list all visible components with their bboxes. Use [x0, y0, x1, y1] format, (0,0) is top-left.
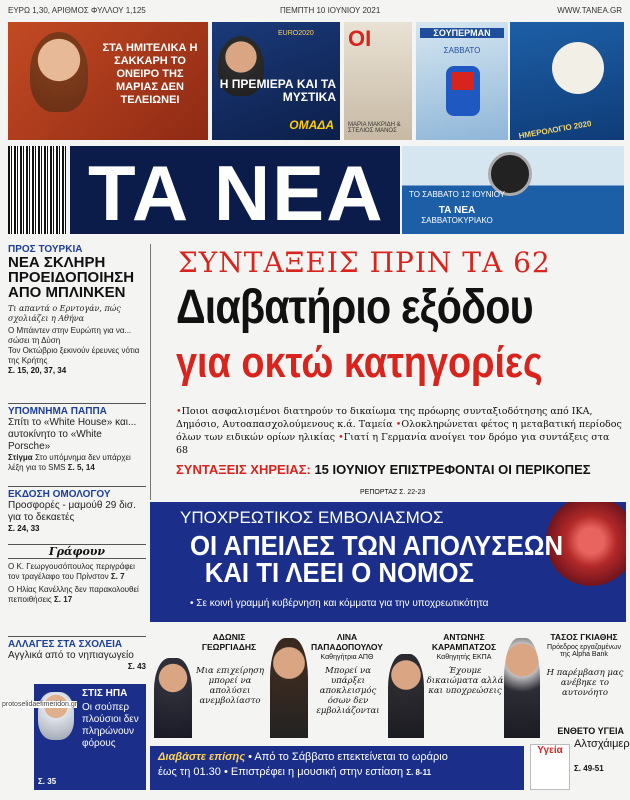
vaccination-block	[150, 502, 626, 622]
person-2-role: Καθηγήτρια ΑΠΘ	[320, 654, 374, 661]
sidebar-schools	[8, 636, 146, 671]
superman-emblem-icon	[452, 72, 474, 90]
vax-sub: • Σε κοινή γραμμή κυβέρνηση και κόμματα για την υποχρεωτικότητα	[190, 598, 489, 609]
ygeia-insert	[530, 726, 630, 773]
main-bullet-3: Γιατί η Γερμανία ανοίγει τον δρόμο για συντάξεις στα 68	[176, 432, 610, 456]
widow-label: ΣΥΝΤΑΞΕΙΣ ΧΗΡΕΙΑΣ:	[176, 462, 311, 477]
omada-tag: ΟΜΑΔΑ	[289, 118, 334, 132]
promo-euro	[212, 22, 340, 140]
ygeia-text: Αλτσχάιμερ	[574, 738, 630, 750]
saturday-box	[402, 190, 512, 225]
main-bullet-2: Ολοκληρώνεται φέτος η μεταβατική περίοδος όλων των ειδικών ορίων ηλικίας	[176, 419, 622, 443]
vax-kicker: ΥΠΟΧΡΕΩΤΙΚΟΣ ΕΜΒΟΛΙΑΣΜΟΣ	[180, 508, 444, 527]
main-subtitle: για οκτώ κατηγορίες	[176, 338, 543, 387]
person-1	[150, 624, 268, 744]
person-3	[386, 624, 504, 744]
person-2-photo	[270, 638, 308, 738]
promo-tennis	[8, 22, 208, 140]
watermark: protoselidaefimeridon.gr	[2, 701, 78, 708]
main-bullets: •Ποιοι ασφαλισμένοι διατηρούν το δικαίωμα της πρόωρης συνταξιοδότησης από ΙΚΑ, Δημόσιο, Αυτοαπασχολούμενους κ.ά. Ταμεία •Ολοκληρώνεται φέτος η μεταβατική περίοδος όλων των ειδικών ορίων ηλικίας •Γιατί η Γερμανία ανοίγει τον δρόμο για συντάξεις στα 68	[176, 406, 622, 456]
saturday-line1: ΤΟ ΣΑΒΒΑΤΟ 12 ΙΟΥΝΙΟΥ	[408, 190, 505, 199]
turkey-title: ΝΕΑ ΣΚΛΗΡΗ ΠΡΟΕΙΔΟΠΟΙΗΣΗ ΑΠΟ ΜΠΛΙΝΚΕΝ	[8, 254, 135, 301]
saturday-line3: ΣΑΒΒΑΤΟΚΥΡΙΑΚΟ	[421, 216, 493, 225]
column-divider	[150, 244, 151, 500]
masthead	[70, 146, 400, 237]
oi-caption: ΜΑΡΙΑ ΜΑΚΡΙΔΗ & ΣΤΕΛΙΟΣ ΜΑΝΟΣ	[348, 122, 401, 134]
barcode	[8, 146, 66, 234]
schools-kicker: ΑΛΛΑΓΕΣ ΣΤΑ ΣΧΟΛΕΙΑ	[8, 639, 123, 650]
widow-text: 15 ΙΟΥΝΙΟΥ ΕΠΙΣΤΡΕΦΟΝΤΑΙ ΟΙ ΠΕΡΙΚΟΠΕΣ	[314, 462, 591, 477]
pappas-sting: Στίγμα	[8, 453, 33, 462]
pappas-ref: Σ. 5, 14	[67, 463, 95, 472]
sidebar-pappas	[8, 403, 146, 473]
bond-text: Προσφορές - μαμούθ 29 δισ. για το δεκαετές	[8, 500, 136, 523]
grafoun-label: Γράφουν	[8, 544, 146, 559]
usa-kicker: ΣΤΙΣ ΗΠΑ	[82, 688, 128, 699]
turkey-bullet-2: Τον Οκτώβριο ξεκινούν έρευνες νότια της Κρήτης	[8, 346, 140, 365]
person-4-name: ΤΑΣΟΣ ΓΚΙΑΘΗΣ	[550, 632, 618, 642]
pappas-kicker: ΥΠΟΜΝΗΜΑ ΠΑΠΠΑ	[8, 406, 107, 417]
pappas-text: Σπίτι το «White House» και... αυτοκίνητο το «White Porsche»	[8, 417, 137, 452]
sidebar-grafoun	[8, 544, 146, 605]
issue-date: ΠΕΜΠΤΗ 10 ΙΟΥΝΙΟΥ 2021	[280, 6, 381, 15]
widow-pensions-line	[176, 462, 622, 477]
person-3-name: ΑΝΤΩΝΗΣ ΚΑΡΑΜΠΑΤΖΟΣ	[431, 632, 497, 652]
person-2-name: ΛΙΝΑ ΠΑΠΑΔΟΠΟΥΛΟΥ	[311, 632, 383, 652]
saturday-line2: ΤΑ ΝΕΑ	[438, 205, 476, 216]
issue-info-bar	[8, 6, 622, 20]
pappas-sting-text: Στο υπόμνημα δεν υπάρχει λέξη για το SMS	[8, 453, 131, 472]
read-also-bar	[150, 746, 524, 790]
read-also-label: Διαβάστε επίσης	[158, 751, 246, 763]
ygeia-cover	[530, 744, 570, 790]
person-3-quote: Έχουμε δικαιώματα αλλά και υποχρεώσεις	[426, 666, 504, 696]
usa-ref: Σ. 35	[38, 777, 57, 786]
schools-text: Αγγλικά από το νηπιαγωγείο	[8, 650, 134, 661]
turkey-bullet-1: Ο Μπάιντεν στην Ευρώπη για να... σώσει τη Δύση	[8, 326, 132, 345]
billionaire-photo	[38, 692, 74, 740]
person-3-role: Καθηγητής ΕΚΠΑ	[436, 654, 492, 661]
vax-title-line-1: ΟΙ ΑΠΕΙΛΕΣ ΤΩΝ ΑΠΟΛΥΣΕΩΝ	[190, 530, 564, 561]
vax-title-line-2: ΚΑΙ ΤΙ ΛΕΕΙ Ο ΝΟΜΟΣ	[204, 557, 474, 588]
sidebar-usa	[34, 684, 146, 790]
euro-headline: Η ΠΡΕΜΙΕΡΑ ΚΑΙ ΤΑ ΜΥΣΤΙΚΑ	[219, 77, 336, 104]
read-also-line-2: έως τη 01.30 • Επιστρέφει η μουσική στην εστίαση	[158, 766, 404, 778]
grafoun-1-ref: Σ. 7	[110, 572, 125, 581]
vax-title	[190, 532, 563, 586]
calendar-seal	[552, 42, 604, 94]
read-also-ref: Σ. 8-11	[406, 768, 432, 777]
promo-oi-magazine	[344, 22, 412, 140]
ta-nea-logo: ΤΑ ΝΕΑ	[88, 149, 385, 237]
main-kicker: ΣΥΝΤΑΞΕΙΣ ΠΡΙΝ ΤΑ 62	[178, 246, 551, 279]
promo-superman-comic	[416, 22, 508, 140]
main-reportaz: ΡΕΠΟΡΤΑΖ Σ. 22-23	[360, 489, 426, 496]
ygeia-title: ΕΝΘΕΤΟ ΥΓΕΙΑ	[557, 726, 624, 736]
main-title: Διαβατήριο εξόδου	[176, 281, 533, 334]
person-2	[268, 624, 386, 744]
sidebar-bond	[8, 486, 146, 533]
person-2-quote: Μπορεί να υπάρξει αποκλεισμός όσων δεν εμβολιάζονται	[316, 666, 380, 716]
usa-text: Οι σούπερ πλούσιοι δεν πληρώνουν φόρους	[82, 702, 139, 749]
tennis-player-photo	[30, 32, 88, 112]
calendar-text: ΗΜΕΡΟΛΟΓΙΟ 2020	[517, 118, 593, 141]
oi-logo: OI	[348, 26, 372, 51]
website-url: WWW.TANEA.GR	[557, 6, 622, 15]
bond-kicker: ΕΚΔΟΣΗ ΟΜΟΛΟΓΟΥ	[8, 489, 111, 500]
person-3-photo	[388, 654, 424, 738]
person-4-role: Πρόεδρος εργαζομένων της Alpha Bank	[547, 644, 621, 658]
person-4-quote: Η παρέμβαση μας ανέβηκε το αυτονόητο	[546, 668, 624, 698]
tennis-headline: ΣΤΑ ΗΜΙΤΕΛΙΚΑ Η ΣΑΚΚΑΡΗ ΤΟ ΟΝΕΙΡΟ ΤΗΣ ΜΑΡΙΑΣ ΔΕΝ ΤΕΛΕΙΩΝΕΙ	[102, 42, 198, 106]
person-4-photo	[504, 638, 540, 738]
turkey-kicker: ΠΡΟΣ ΤΟΥΡΚΙΑ	[8, 244, 83, 255]
grafoun-1: Ο Κ. Γεωργουσόπουλος περιγράφει τον τραγέλαφο του Πρίνστον	[8, 562, 135, 581]
price-issue: ΕΥΡΩ 1,30, ΑΡΙΘΜΟΣ ΦΥΛΛΟΥ 1,125	[8, 6, 146, 15]
ygeia-ref: Σ. 49-51	[574, 764, 604, 773]
turkey-lead: Τι απαντά ο Ερντογάν, πώς σχολιάζει η Αθήνα	[8, 304, 121, 323]
comic-sub: ΣΑΒΒΑΤΟ	[443, 46, 481, 55]
schools-ref: Σ. 43	[127, 662, 146, 671]
grafoun-2-ref: Σ. 17	[54, 595, 73, 604]
bond-ref: Σ. 24, 33	[8, 524, 40, 533]
person-1-name: ΑΔΩΝΙΣ ΓΕΩΡΓΙΑΔΗΣ	[201, 632, 257, 652]
sidebar-turkey	[8, 244, 146, 375]
euro-logo: EURO2020	[278, 30, 314, 37]
promo-calendar	[510, 22, 624, 140]
person-1-quote: Μια επιχείρηση μπορεί να απολύσει ανεμβολίαστο	[196, 666, 264, 706]
comic-title: ΣΟΥΠΕΡΜΑΝ	[420, 28, 504, 38]
read-also-line-1: • Από το Σάββατο επεκτείνεται το ωράριο	[248, 751, 448, 763]
person-1-photo	[154, 658, 192, 738]
ygeia-logo: Υγεία	[537, 745, 563, 756]
turkey-ref: Σ. 15, 20, 37, 34	[8, 366, 67, 375]
grafoun-2: Ο Ηλίας Κανέλλης δεν παρακολουθεί πεποιθήσεις	[8, 585, 139, 604]
main-bullet-1: Ποιοι ασφαλισμένοι διατηρούν το δικαίωμα της πρόωρης συνταξιοδότησης από ΙΚΑ, Δημόσιο, Αυτοαπασχολούμενους κ.ά. Ταμεία	[176, 406, 593, 430]
